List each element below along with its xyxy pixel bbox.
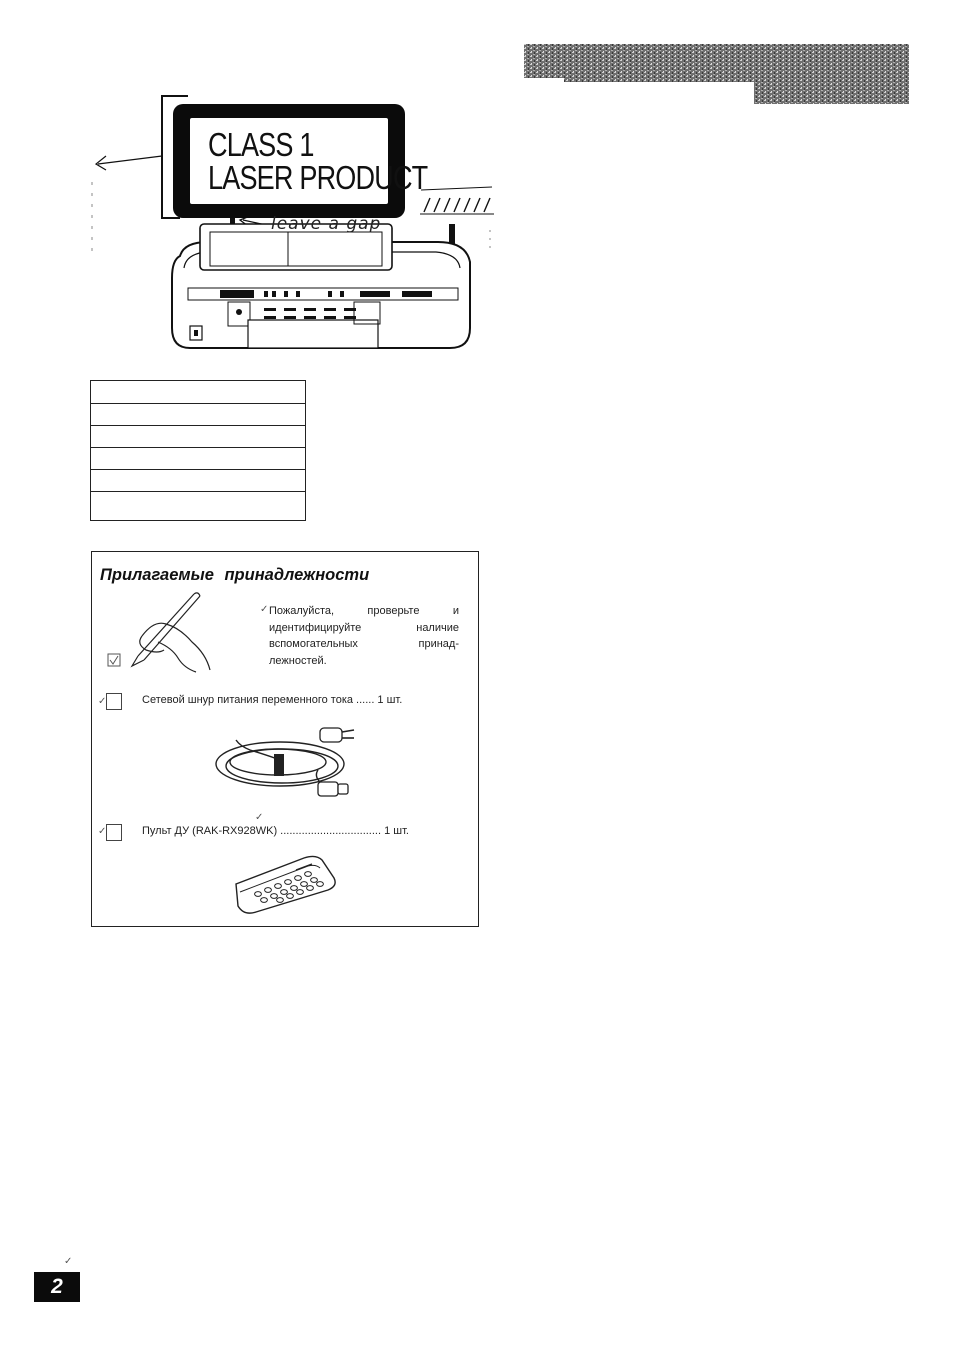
list-item: Пульт ДУ (RAK-RX928WK) ................................. 1 шт.	[142, 825, 409, 837]
laser-label-inner	[190, 118, 428, 204]
check-mark-icon: ✓	[260, 604, 269, 615]
table-row	[91, 492, 305, 520]
laser-product-label	[173, 104, 428, 218]
check-mark-icon: ✓	[64, 1256, 73, 1267]
table-row	[91, 448, 305, 470]
laser-label-line2: LASER PRODUCT	[208, 159, 428, 196]
check-mark-icon: ✓	[98, 826, 107, 837]
spec-table	[90, 380, 306, 521]
laser-label-line1: CLASS 1	[208, 126, 314, 163]
table-row	[91, 404, 305, 426]
hand-pen-icon	[102, 590, 222, 676]
gap-note: leave a gap	[271, 214, 382, 234]
header-bar	[524, 44, 909, 104]
power-cord-icon	[210, 720, 370, 808]
page-number: 2	[34, 1272, 80, 1302]
table-row	[91, 381, 305, 404]
list-item: Сетевой шнур питания переменного тока ...... 1 шт.	[142, 694, 403, 706]
check-mark-icon: ✓	[255, 812, 264, 823]
accessories-note: Пожалуйста, проверьте и идентифицируйте наличие вспомогательных принад-лежностей.	[269, 605, 459, 667]
accessories-box	[91, 551, 479, 927]
remote-control-icon	[230, 854, 340, 916]
table-row	[91, 470, 305, 492]
checkbox-power-cord[interactable]	[106, 693, 122, 710]
table-row	[91, 426, 305, 448]
accessories-title: Прилагаемые принадлежности	[100, 566, 370, 584]
checkbox-remote-control[interactable]	[106, 824, 122, 841]
check-mark-icon: ✓	[98, 696, 107, 707]
